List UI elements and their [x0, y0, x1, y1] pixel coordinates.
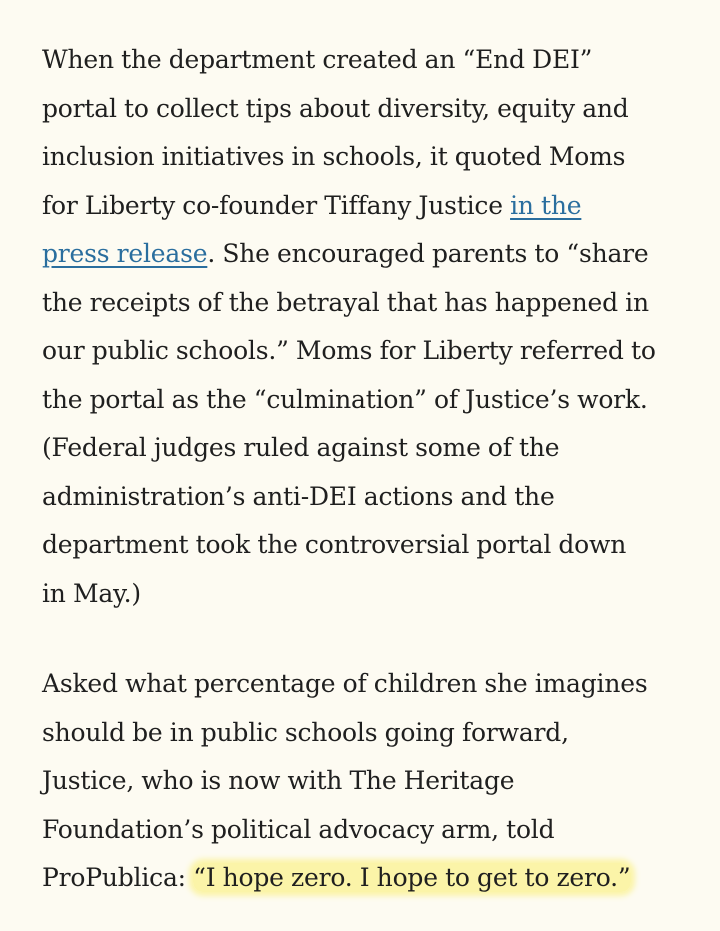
text-line: (Federal judges ruled against some of the — [42, 433, 560, 462]
text-line: inclusion initiatives in schools, it quoted Moms — [42, 142, 626, 171]
text-segment: for Liberty co-founder Tiffany Justice — [42, 190, 511, 220]
text-line: department took the controversial portal down — [42, 530, 627, 559]
article-body — [42, 36, 692, 903]
text-line: the receipts of the betrayal that has happened in — [42, 287, 649, 317]
text-line: the portal as the “culmination” of Justice’s work. — [42, 384, 648, 414]
highlighted-quote: “I hope zero. I hope to get to zero.” — [193, 863, 631, 892]
text-line-with-highlight — [42, 854, 692, 903]
text-line: our public schools.” Moms for Liberty referred to — [42, 336, 656, 365]
text-segment: ProPublica: — [42, 863, 194, 892]
text-line-with-link — [42, 182, 692, 231]
press-release-link-continued[interactable]: press release — [42, 239, 208, 268]
paragraph-justice-quote — [42, 660, 692, 903]
paragraph-end-dei-portal — [42, 36, 692, 618]
text-line: in May.) — [42, 578, 141, 608]
text-line: Foundation’s political advocacy arm, told — [42, 814, 555, 844]
text-segment: . She encouraged parents to “share — [207, 239, 649, 268]
text-line: When the department created an “End DEI” — [42, 45, 593, 74]
press-release-link[interactable]: in the — [510, 190, 582, 220]
text-line: portal to collect tips about diversity, equity and — [42, 93, 629, 123]
text-line: should be in public schools going forward, — [42, 717, 569, 747]
text-line: Asked what percentage of children she imagines — [42, 669, 648, 698]
text-line-with-link — [42, 230, 692, 279]
text-line: administration’s anti-DEI actions and the — [42, 481, 555, 511]
text-line: Justice, who is now with The Heritage — [42, 766, 515, 795]
